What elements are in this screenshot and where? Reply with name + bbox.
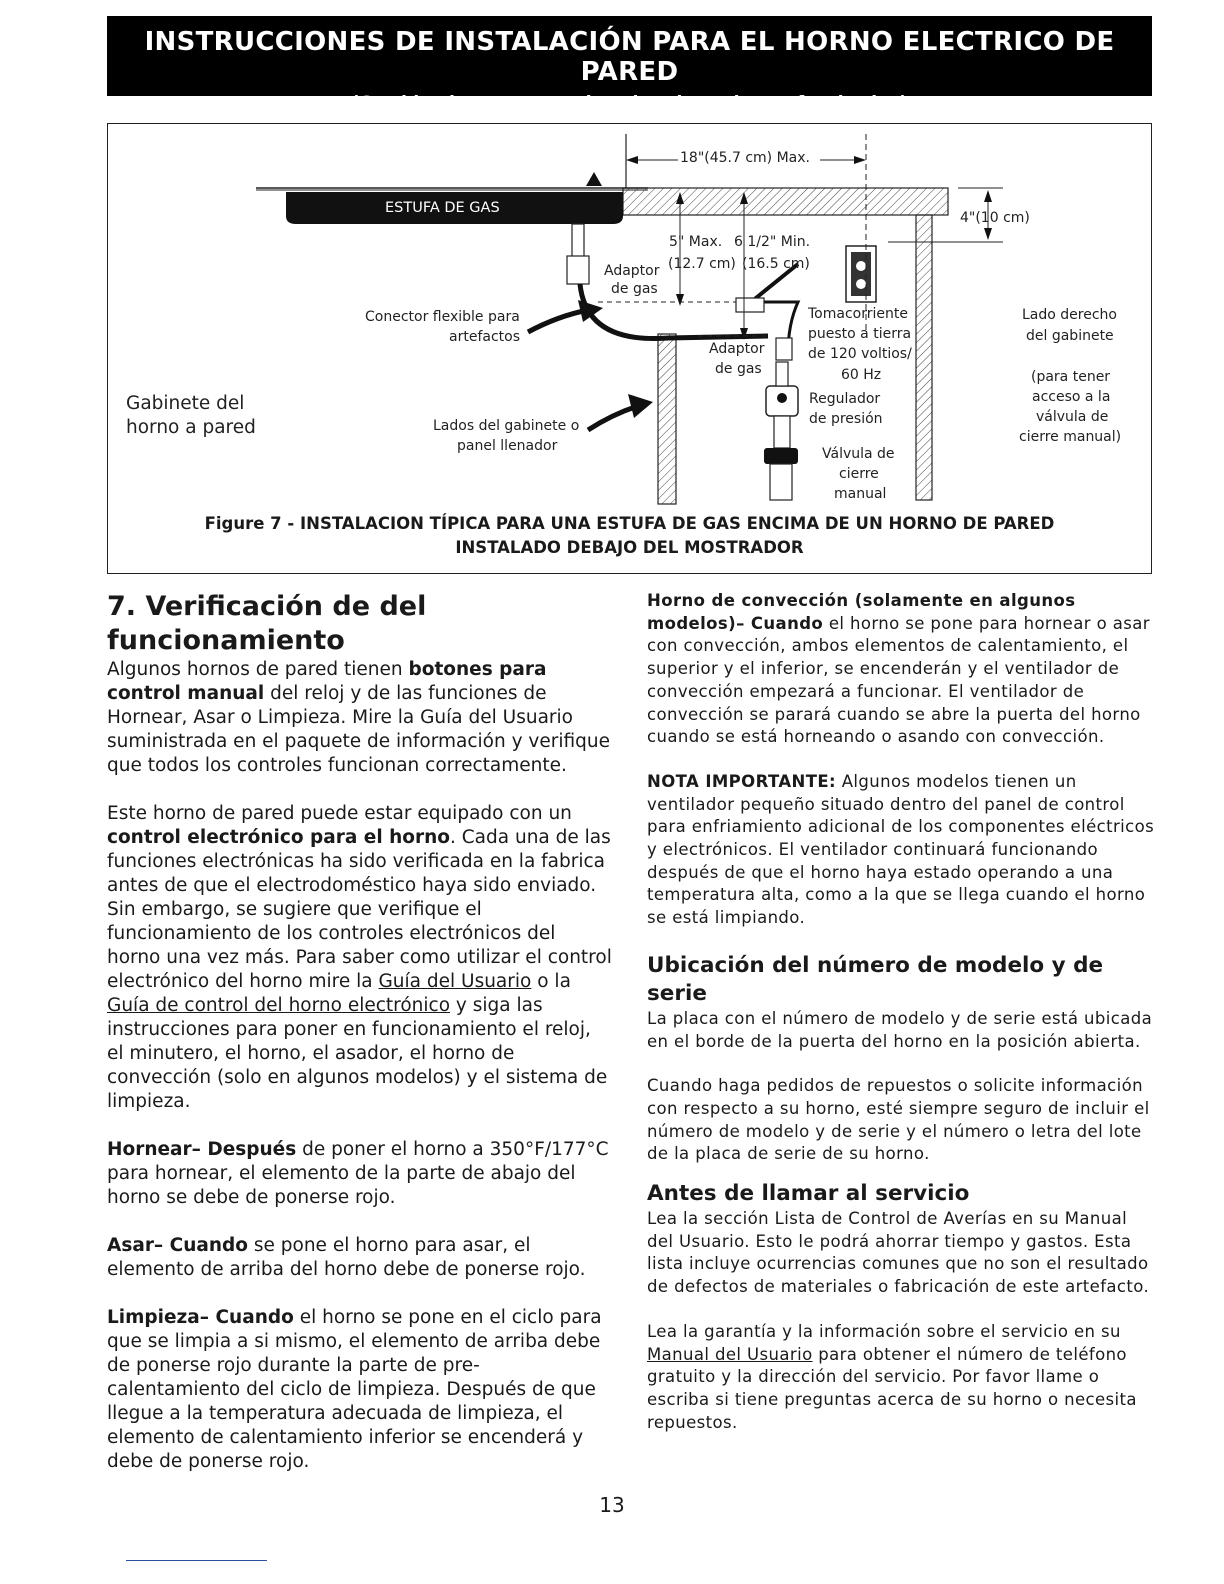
- paragraph-conveccion: Horno de convección (solamente en algunos modelos)– Cuando el horno se pone para hornear o asar con convección, ambos elementos de calentamiento, el superior y el inferior, se encenderán y el ventilador de convección empezará a funcionar. El ventilador de convección se parará cuando se abre la puerta del horno cuando se está horneando o asando con convección.: [647, 591, 1150, 747]
- installation-diagram: [108, 124, 1151, 573]
- stove-label: ESTUFA DE GAS: [385, 200, 500, 216]
- right-column: [647, 590, 1157, 1434]
- paragraph-manual-controls: Algunos hornos de pared tienen botones para control manual del reloj y de las funciones de Hornear, Asar o Limpieza. Mire la Guía del Usuario suministrada en el paquete de información y verifique que todos los controles funcionan correctamente.: [107, 659, 611, 776]
- countertop: [623, 188, 948, 215]
- valve-label-1: Válvula de: [822, 446, 895, 462]
- connector-label-1: Conector flexible para: [365, 309, 520, 325]
- right-side-label-2: del gabinete: [1026, 328, 1114, 344]
- footer-divider: [126, 1560, 267, 1561]
- right-side-label-1: Lado derecho: [1022, 307, 1117, 323]
- paragraph-asar: Asar– Cuando se pone el horno para asar, el elemento de arriba del horno debe de ponerse rojo.: [107, 1235, 586, 1280]
- right-cabinet-side: [916, 215, 932, 500]
- access-label-4: cierre manual): [1019, 429, 1122, 445]
- section-heading-ubicacion: Ubicación del número de modelo y de serie: [647, 952, 1104, 1006]
- cabinet-sides-label-2: panel llenador: [457, 438, 558, 454]
- paragraph-pedidos: Cuando haga pedidos de repuestos o solicite información con respecto a su horno, esté siempre seguro de incluir el número de modelo y de serie y el número o letra del lote de la placa de serie de su horno.: [647, 1076, 1150, 1164]
- paragraph-hornear: Hornear– Después de poner el horno a 350°F/177°C para hornear, el elemento de la parte de abajo del horno se debe de ponerse rojo.: [107, 1139, 609, 1208]
- paragraph-garantia: Lea la garantía y la información sobre el servicio en su Manual del Usuario para obtener el número de teléfono gratuito y la dirección del servicio. Por favor llame o escriba si tiene preguntas acerca de su horno o necesita repuestos.: [647, 1321, 1137, 1432]
- page-subtitle: (Combinado con una cocina electrica o de gas facultativa): [351, 93, 908, 113]
- figure-7: [107, 123, 1152, 574]
- figure-caption-line-1: Figure 7 - INSTALACION TÍPICA PARA UNA ESTUFA DE GAS ENCIMA DE UN HORNO DE PARED: [204, 514, 1055, 533]
- section-heading-antes: Antes de llamar al servicio: [647, 1181, 970, 1207]
- dim-6-label: 6 1/2" Min.: [734, 234, 811, 250]
- dim-165-label: (16.5 cm): [742, 256, 810, 272]
- wall-oven-cabinet-label-2: horno a pared: [126, 417, 256, 438]
- page-title: INSTRUCCIONES DE INSTALACIÓN PARA EL HORNO ELECTRICO DE PARED: [144, 27, 1115, 87]
- valve-label-2: cierre: [839, 466, 879, 482]
- paragraph-electronic-control: Este horno de pared puede estar equipado con un control electrónico para el horno. Cada una de las funciones electrónicas ha sido verificada en la fabrica antes de que el electrodoméstico haya sido enviado. Sin embargo, se sugiere que verifique el funcionamiento de los controles electrónicos del horno una vez más. Para saber como utilizar el control electrónico del horno mire la Guía del Usuario o la Guía de control del horno electrónico y siga las instrucciones para poner en funcionamiento el reloj, el minutero, el horno, el asador, el horno de convección (solo en algunos modelos) y el sistema de limpieza.: [107, 803, 612, 1112]
- page-number: 13: [599, 1493, 625, 1517]
- section-heading-verificacion: 7. Verificación de del funcionamiento: [107, 591, 427, 656]
- valve-label-3: manual: [834, 486, 887, 502]
- outlet-label-2: puesto a tierra: [808, 326, 912, 342]
- dim-127-label: (12.7 cm): [668, 256, 736, 272]
- user-guide-link[interactable]: Guía del Usuario: [378, 971, 532, 992]
- adaptor-mid-label-2: de gas: [715, 361, 762, 377]
- figure-caption-line-2: INSTALADO DEBAJO DEL MOSTRADOR: [455, 538, 804, 557]
- adaptor-top-label-2: de gas: [611, 281, 658, 297]
- control-guide-link[interactable]: Guía de control del horno electrónico: [107, 995, 451, 1016]
- paragraph-nota-importante: NOTA IMPORTANTE: Algunos modelos tienen un ventilador pequeño situado dentro del panel de control para enfriamiento adicional de los componentes eléctricos y electrónicos. El ventilador continuará funcionando después de que el horno haya estado operando a una temperatura alta, como a la que se llega cuando el horno se está limpiando.: [647, 771, 1155, 928]
- access-label-3: válvula de: [1036, 409, 1109, 425]
- paragraph-limpieza: Limpieza– Cuando el horno se pone en el ciclo para que se limpia a si mismo, el elemento de arriba debe de ponerse rojo durante la parte de pre-calentamiento del ciclo de limpieza. Después de que llegue a la temperatura adecuada de limpieza, el elemento de calentamiento inferior se encenderá y debe de ponerse rojo.: [107, 1307, 602, 1472]
- connector-label-2: artefactos: [449, 329, 520, 345]
- left-column: [107, 590, 612, 1474]
- figure-caption: [108, 512, 1151, 560]
- page-header: [107, 16, 1152, 113]
- access-label-2: acceso a la: [1032, 389, 1111, 405]
- regulator-label-2: de presión: [809, 411, 883, 427]
- paragraph-lista-control: Lea la sección Lista de Control de Averías en su Manual del Usuario. Esto le podrá ahorrar tiempo y gastos. Esta lista incluye ocurrencias comunes que no son el resultado de defectos de materiales o fabricación de este artefacto.: [647, 1209, 1150, 1297]
- paragraph-placa: La placa con el número de modelo y de serie está ubicada en el borde de la puerta del horno en la posición abierta.: [647, 1008, 1153, 1051]
- wall-oven-cabinet-label-1: Gabinete del: [126, 393, 245, 414]
- outlet-label-4: 60 Hz: [841, 367, 882, 383]
- shutoff-valve: [764, 448, 798, 464]
- left-cabinet-panel: [658, 334, 676, 504]
- user-manual-link[interactable]: Manual del Usuario: [647, 1344, 813, 1364]
- cabinet-sides-label-1: Lados del gabinete o: [433, 418, 580, 434]
- dim-18-label: 18"(45.7 cm) Max.: [680, 150, 810, 166]
- adaptor-top-label-1: Adaptor: [604, 263, 660, 279]
- access-label-1: (para tener: [1031, 369, 1111, 385]
- outlet-label-1: Tomacorriente: [808, 306, 908, 322]
- outlet-label-3: de 120 voltios/: [808, 346, 912, 362]
- adaptor-mid-label-1: Adaptor: [709, 341, 765, 357]
- regulator-label-1: Regulador: [809, 391, 881, 407]
- dim-5-label: 5" Max.: [669, 234, 723, 250]
- dim-4-label: 4"(10 cm): [960, 210, 1030, 226]
